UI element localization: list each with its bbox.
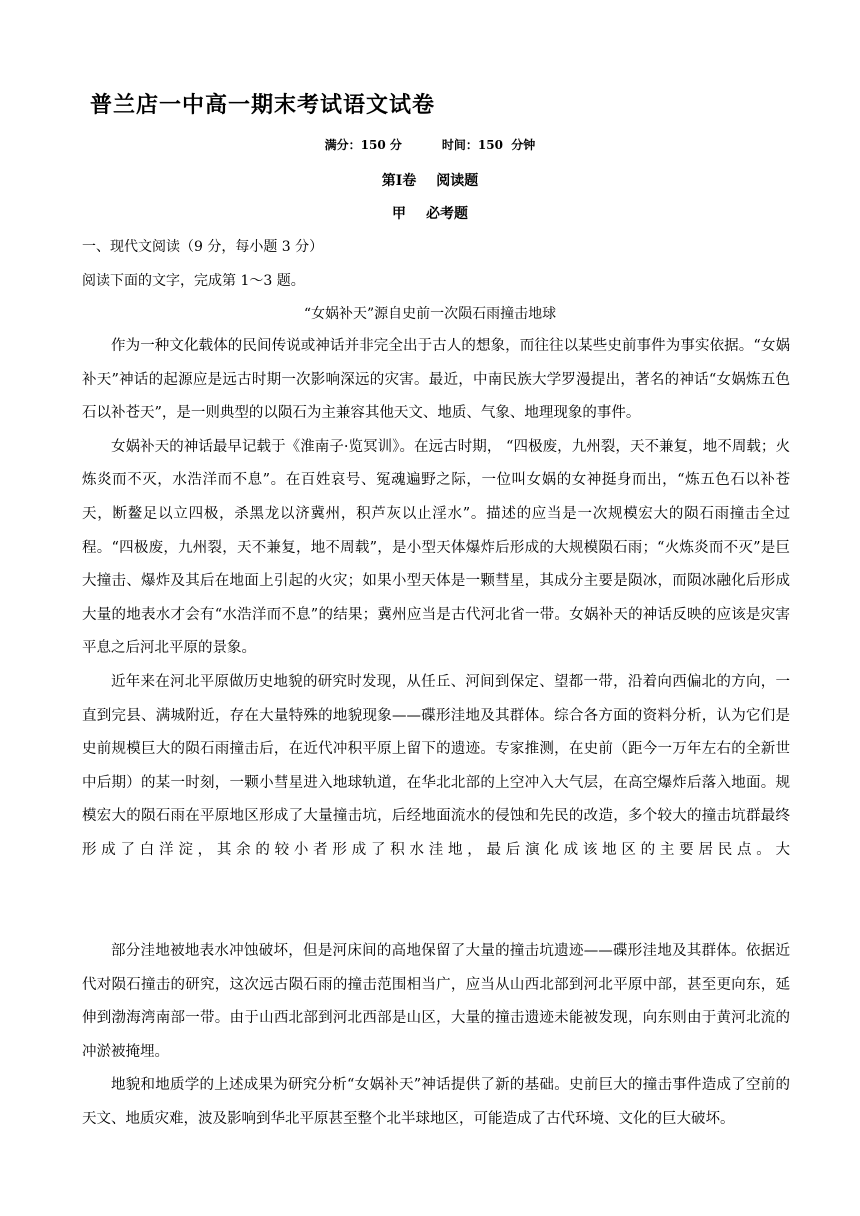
instruction: 阅读下面的文字，完成第 1～3 题。: [82, 273, 305, 289]
paragraph-4: 地貌和地质学的上述成果为研究分析“女娲补天”神话提供了新的基础。史前巨大的撞击事件造成了空前的天文、地质灾难，波及影响到华北平原甚至整个北半球地区，可能造成了古代环境、文化的巨大破坏。: [82, 1077, 790, 1127]
article-title: “女娲补天”源自史前一次陨石雨撞击地球: [303, 306, 557, 322]
section-heading: 一、现代文阅读（9 分，每小题 3 分）: [82, 239, 324, 255]
article-body-top: [82, 330, 790, 868]
part-heading: [0, 203, 860, 223]
full-score: 满分：150 分: [324, 138, 402, 152]
paragraph-2: 女娲补天的神话最早记载于《淮南子·览冥训》。在远古时期， “四极废，九州裂，天不兼复，地不周载；火炼炎而不灭，水浩洋而不息”。在百姓哀号、冤魂遍野之际，一位叫女娲的女神挺身而出，“炼五色石以补苍天，断鳌足以立四极，杀黑龙以济冀州，积芦灰以止淫水”。描述的应当是一次规模宏大的陨石雨撞击全过程。“四极废，九州裂，天不兼复，地不周载”，是小型天体爆炸后形成的大规模陨石雨；“火炼炎而不灭”是巨大撞击、爆炸及其后在地面上引起的火灾；如果小型天体是一颗彗星，其成分主要是陨冰，而陨冰融化后形成大量的地表水才会有“水浩洋而不息”的结果；冀州应当是古代河北省一带。女娲补天的神话反映的应该是灾害平息之后河北平原的景象。: [82, 438, 790, 657]
paragraph-1: 作为一种文化载体的民间传说或神话并非完全出于古人的想象，而往往以某些史前事件为事实依据。“女娲补天”神话的起源应是远古时期一次影响深远的灾害。最近，中南民族大学罗漫提出，著名的神话“女娲炼五色石以补苍天”，是一则典型的以陨石为主兼容其他天文、地质、气象、地理现象的事件。: [82, 338, 790, 422]
exam-title: 普兰店一中高一期末考试语文试卷: [90, 92, 436, 118]
paragraph-3-continued: 部分洼地被地表水冲蚀破坏，但是河床间的高地保留了大量的撞击坑遗迹——碟形洼地及其群体。依据近代对陨石撞击的研究，这次远古陨石雨的撞击范围相当广，应当从山西北部到河北平原中部，甚至更向东，延伸到渤海湾南部一带。由于山西北部到河北西部是山区，大量的撞击遗迹未能被发现，向东则由于黄河北流的冲淤被掩埋。: [82, 943, 790, 1060]
paragraph-3: 近年来在河北平原做历史地貌的研究时发现，从任丘、河间到保定、望都一带，沿着向西偏北的方向，一直到完县、满城附近，存在大量特殊的地貌现象——碟形洼地及其群体。综合各方面的资料分析，认为它们是史前规模巨大的陨石雨撞击后，在近代冲积平原上留下的遗迹。专家推测，在史前（距今一万年左右的全新世中后期）的某一时刻，一颗小彗星进入地球轨道，在华北北部的上空冲入大气层，在高空爆炸后落入地面。规模宏大的陨石雨在平原地区形成了大量撞击坑，后经地面流水的侵蚀和先民的改造，多个较大的撞击坑群最终形成了白洋淀，其余的较小者形成了积水洼地，最后演化成该地区的主要居民点。大: [82, 673, 790, 858]
exam-meta: [0, 136, 860, 153]
article-body-bottom: [82, 935, 790, 1137]
part-subtitle: 必考题: [426, 206, 468, 222]
part-label: 甲: [392, 206, 406, 222]
volume-title: 第Ⅰ卷: [381, 173, 417, 189]
time-limit: 时间：150 分钟: [441, 138, 536, 152]
volume-heading: [0, 170, 860, 190]
volume-subtitle: 阅读题: [436, 173, 479, 189]
